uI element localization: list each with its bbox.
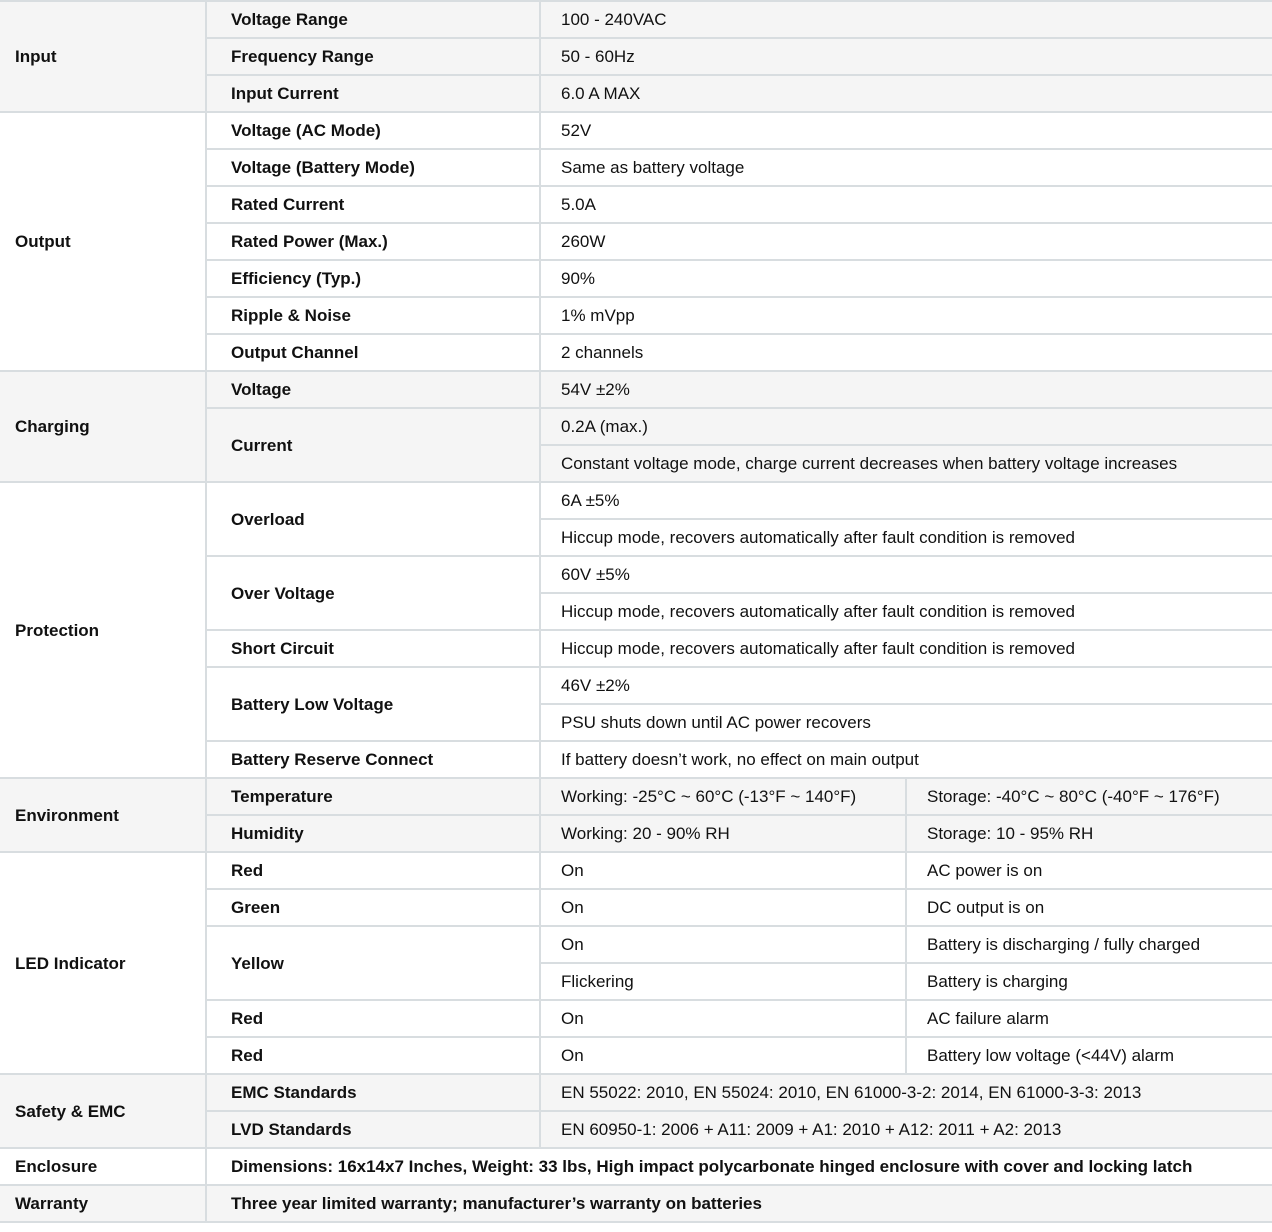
led-color-label: Green — [206, 889, 540, 926]
item-value: 50 - 60Hz — [540, 38, 1272, 75]
item-label: Input Current — [206, 75, 540, 112]
item-label: Current — [206, 408, 540, 482]
led-state: On — [540, 889, 906, 926]
led-meaning: AC failure alarm — [906, 1000, 1272, 1037]
category-charging: Charging — [0, 371, 206, 482]
item-value: 1% mVpp — [540, 297, 1272, 334]
spec-row — [0, 778, 1272, 815]
spec-row — [0, 371, 1272, 408]
item-label: Voltage — [206, 371, 540, 408]
item-value: EN 60950-1: 2006 + A11: 2009 + A1: 2010 + A12: 2011 + A2: 2013 — [540, 1111, 1272, 1148]
spec-row — [0, 1148, 1272, 1185]
led-state: On — [540, 1000, 906, 1037]
led-meaning: DC output is on — [906, 889, 1272, 926]
led-meaning: Battery is discharging / fully charged — [906, 926, 1272, 963]
enclosure-text: Dimensions: 16x14x7 Inches, Weight: 33 lbs, High impact polycarbonate hinged enclosure with cover and locking latch — [206, 1148, 1272, 1185]
item-value: 52V — [540, 112, 1272, 149]
item-label: Frequency Range — [206, 38, 540, 75]
item-value: EN 55022: 2010, EN 55024: 2010, EN 61000-3-2: 2014, EN 61000-3-3: 2013 — [540, 1074, 1272, 1111]
item-value: If battery doesn’t work, no effect on main output — [540, 741, 1272, 778]
item-value: PSU shuts down until AC power recovers — [540, 704, 1272, 741]
led-state: Flickering — [540, 963, 906, 1000]
led-color-label: Yellow — [206, 926, 540, 1000]
item-value: 5.0A — [540, 186, 1272, 223]
item-value: 260W — [540, 223, 1272, 260]
category-protection: Protection — [0, 482, 206, 778]
item-label: Voltage (Battery Mode) — [206, 149, 540, 186]
led-state: On — [540, 852, 906, 889]
spec-row — [0, 852, 1272, 889]
category-environment: Environment — [0, 778, 206, 852]
led-meaning: AC power is on — [906, 852, 1272, 889]
item-value: 0.2A (max.) — [540, 408, 1272, 445]
item-value: 90% — [540, 260, 1272, 297]
item-value: 2 channels — [540, 334, 1272, 371]
led-color-label: Red — [206, 1037, 540, 1074]
category-led-indicator: LED Indicator — [0, 852, 206, 1074]
item-label: Battery Reserve Connect — [206, 741, 540, 778]
item-label: Over Voltage — [206, 556, 540, 630]
led-color-label: Red — [206, 1000, 540, 1037]
item-value: 100 - 240VAC — [540, 1, 1272, 38]
category-safety-emc: Safety & EMC — [0, 1074, 206, 1148]
item-value: 46V ±2% — [540, 667, 1272, 704]
spec-row — [0, 1185, 1272, 1222]
item-value: 54V ±2% — [540, 371, 1272, 408]
working-value: Working: 20 - 90% RH — [540, 815, 906, 852]
item-label: Ripple & Noise — [206, 297, 540, 334]
led-meaning: Battery is charging — [906, 963, 1272, 1000]
item-value: Constant voltage mode, charge current decreases when battery voltage increases — [540, 445, 1272, 482]
item-label: Output Channel — [206, 334, 540, 371]
item-value: 6A ±5% — [540, 482, 1272, 519]
spec-row — [0, 1, 1272, 38]
item-value: Hiccup mode, recovers automatically after fault condition is removed — [540, 519, 1272, 556]
storage-value: Storage: -40°C ~ 80°C (-40°F ~ 176°F) — [906, 778, 1272, 815]
item-value: 60V ±5% — [540, 556, 1272, 593]
category-enclosure: Enclosure — [0, 1148, 206, 1185]
storage-value: Storage: 10 - 95% RH — [906, 815, 1272, 852]
item-label: Battery Low Voltage — [206, 667, 540, 741]
spec-row — [0, 112, 1272, 149]
led-color-label: Red — [206, 852, 540, 889]
led-state: On — [540, 1037, 906, 1074]
warranty-text: Three year limited warranty; manufacturer’s warranty on batteries — [206, 1185, 1272, 1222]
item-label: Temperature — [206, 778, 540, 815]
item-label: Rated Current — [206, 186, 540, 223]
category-output: Output — [0, 112, 206, 371]
led-state: On — [540, 926, 906, 963]
item-label: Voltage (AC Mode) — [206, 112, 540, 149]
item-value: Hiccup mode, recovers automatically after fault condition is removed — [540, 630, 1272, 667]
item-label: Rated Power (Max.) — [206, 223, 540, 260]
item-value: Same as battery voltage — [540, 149, 1272, 186]
working-value: Working: -25°C ~ 60°C (-13°F ~ 140°F) — [540, 778, 906, 815]
item-label: Overload — [206, 482, 540, 556]
item-label: Humidity — [206, 815, 540, 852]
item-label: Voltage Range — [206, 1, 540, 38]
item-label: EMC Standards — [206, 1074, 540, 1111]
item-value: Hiccup mode, recovers automatically after fault condition is removed — [540, 593, 1272, 630]
category-input: Input — [0, 1, 206, 112]
category-warranty: Warranty — [0, 1185, 206, 1222]
item-label: Efficiency (Typ.) — [206, 260, 540, 297]
item-label: LVD Standards — [206, 1111, 540, 1148]
item-value: 6.0 A MAX — [540, 75, 1272, 112]
item-label: Short Circuit — [206, 630, 540, 667]
spec-row — [0, 482, 1272, 519]
spec-row — [0, 1074, 1272, 1111]
led-meaning: Battery low voltage (<44V) alarm — [906, 1037, 1272, 1074]
